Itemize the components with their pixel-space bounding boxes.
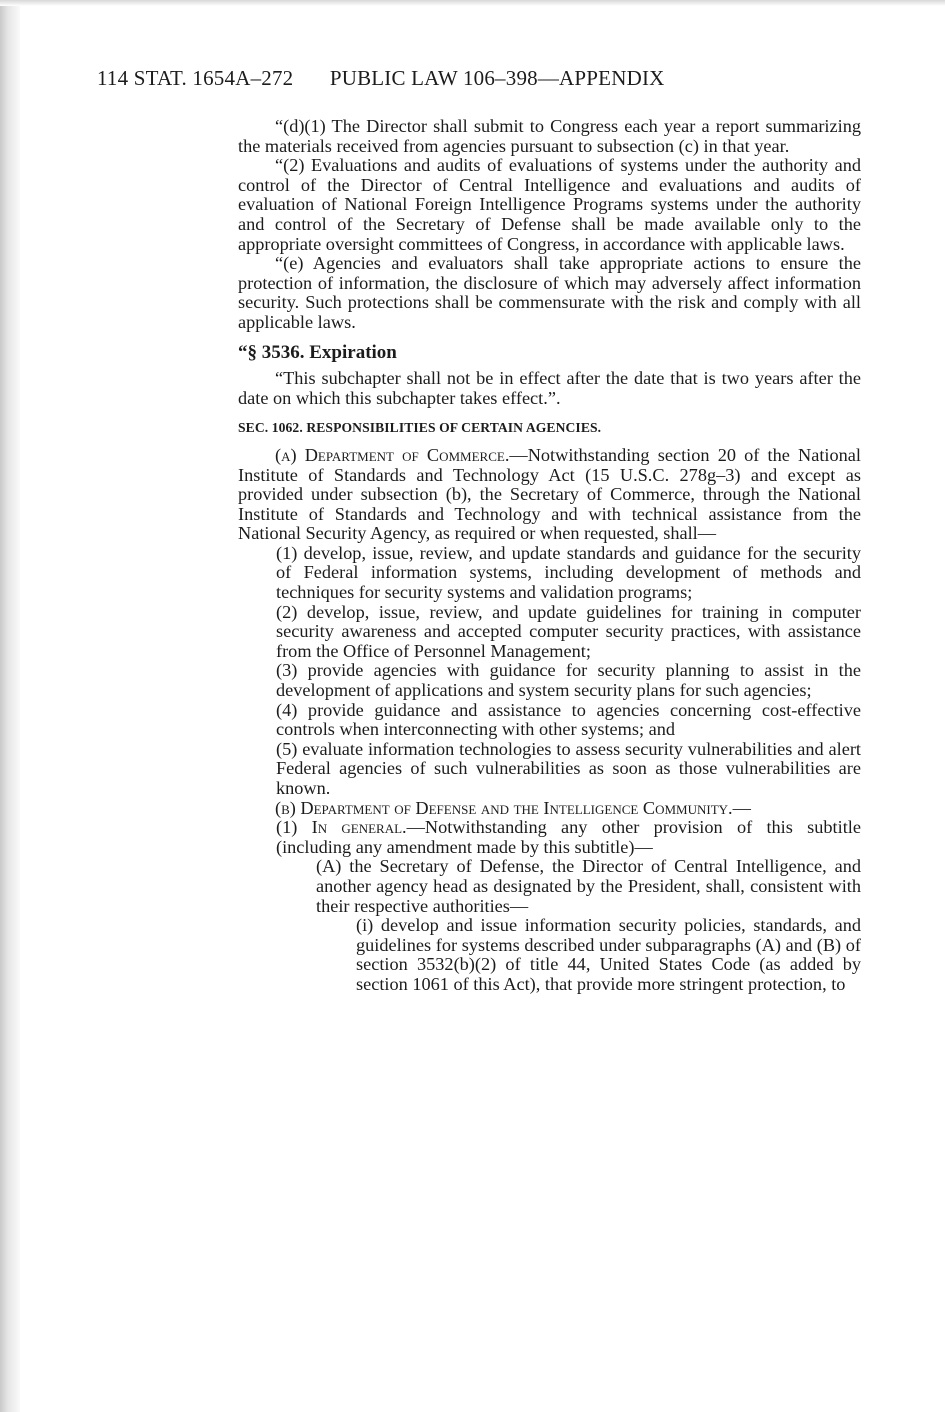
paragraph-d2: “(2) Evaluations and audits of evaluations of systems under the authority and control of the Director of Central Intelligence and evaluations and audits of evaluation of National Foreign Intelligence Programs systems under the authority and control of the Secretary of Defense shall be made available only to the appropriate oversight committees of Congress, in accordance with applicable laws. [238,155,861,254]
section-3536-text: “This subchapter shall not be in effect after the date that is two years after the date on which this subchapter takes effect.”. [238,368,861,408]
subsection-a-heading: (a) Department of Commerce. [275,444,510,465]
running-header [97,66,877,91]
paragraph-d1: “(d)(1) The Director shall submit to Congress each year a report summarizing the materials received from agencies pursuant to subsection (c) in that year. [238,116,861,156]
subsection-b-heading: (b) Department of Defense and the Intelligence Community. [275,797,733,818]
subsection-a-item-2: (2) develop, issue, review, and update guidelines for training in computer security awareness and accepted computer security practices, with assistance from the Office of Personnel Management; [276,601,861,661]
section-3536-heading: “§ 3536. Expiration [238,341,397,363]
stat-reference: 114 STAT. 1654A–272 [97,66,294,90]
clause-b1Ai: (i) develop and issue information security policies, standards, and guidelines for systems described under subparagraphs (A) and (B) of section 3532(b)(2) of title 44, United States Code (as added by section 1061 of this Act), that provide more stringent protection, to [356,915,861,994]
subsection-a-item-4: (4) provide guidance and assistance to agencies concerning cost-effective controls when interconnecting with other systems; and [276,699,861,740]
page-top-shadow [0,0,945,6]
subsection-a [238,446,861,544]
public-law-title: PUBLIC LAW 106–398—APPENDIX [329,66,665,90]
subsection-a-item-3: (3) provide agencies with guidance for security planning to assist in the development of applications and system security plans for such agencies; [276,660,861,701]
paragraph-b1-heading: (1) In general. [276,817,407,838]
paragraph-b1-text: —Notwithstanding any other provision of this subtitle (including any amendment made by this subtitle)— [276,817,861,857]
subsection-a-text: —Notwithstanding section 20 of the National Institute of Standards and Technology Act (15 U.S.C. 278g–3) and except as provided under subsection (b), the Secretary of Commerce, through the National Institute of Standards and Technology and with technical assistance from the National Security Agency, as required or when requested, shall— [238,444,861,544]
subsection-a-item-1: (1) develop, issue, review, and update standards and guidance for the security of Federal information systems, including development of methods and techniques for security systems and validation programs; [276,542,861,603]
subparagraph-b1A: (A) the Secretary of Defense, the Director of Central Intelligence, and another agency head as designated by the President, shall, consistent with their respective authorities— [316,856,861,916]
page-edge-shadow [0,0,20,1412]
sec-1062-title: SEC. 1062. RESPONSIBILITIES OF CERTAIN AGENCIES. [238,420,602,436]
paragraph-e: “(e) Agencies and evaluators shall take appropriate actions to ensure the protection of information, the disclosure of which may adversely affect information security. Such protections shall be commensurate with the risk and comply with all applicable laws. [238,253,861,332]
document-body [238,117,861,995]
subsection-a-item-5: (5) evaluate information technologies to assess security vulnerabilities and alert Federal agencies of such vulnerabilities as soon as those vulnerabilities are known. [276,738,861,798]
subsection-b [238,799,861,819]
paragraph-b1 [276,818,861,857]
subsection-b-dash: — [732,797,751,818]
